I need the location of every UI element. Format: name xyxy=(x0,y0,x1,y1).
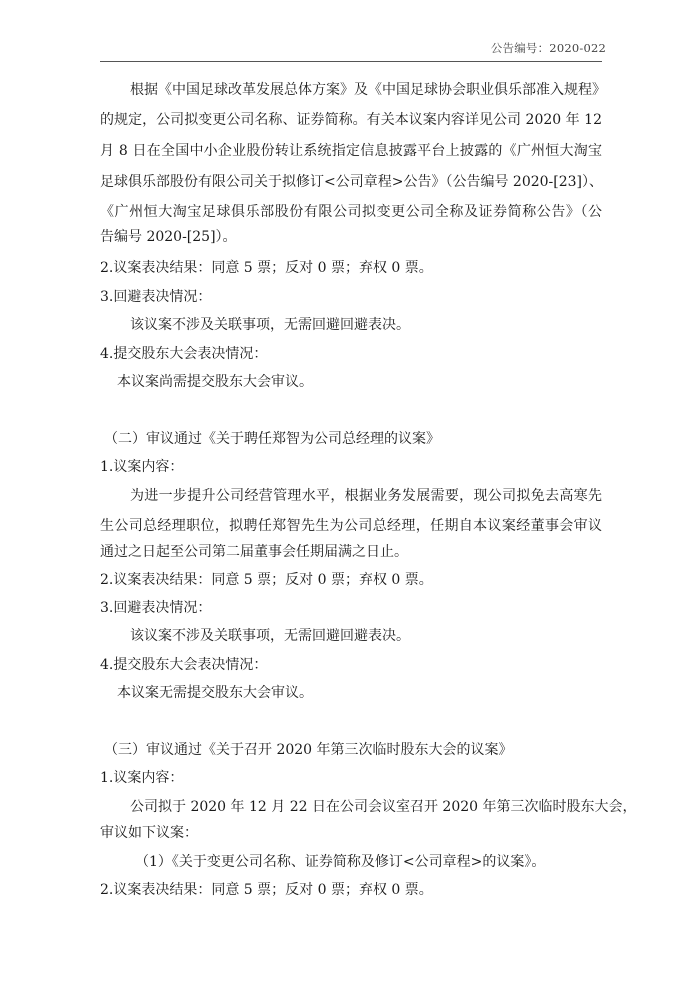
s2-avoid-title: 3.回避表决情况： xyxy=(100,600,212,616)
s3-para-line-2: 审议如下议案： xyxy=(100,825,198,841)
s1-avoid-title: 3.回避表决情况： xyxy=(100,289,212,305)
s2-vote-result: 2.议案表决结果：同意 5 票；反对 0 票；弃权 0 票。 xyxy=(100,572,433,588)
s1-para-line-4: 足球俱乐部股份有限公司关于拟修订<公司章程>公告》（公告编号 2020-[23]）、 xyxy=(100,174,604,190)
s2-title: （二）审议通过《关于聘任郑智为公司总经理的议案》 xyxy=(104,431,440,447)
s1-vote-result: 2.议案表决结果：同意 5 票；反对 0 票；弃权 0 票。 xyxy=(100,260,433,276)
s1-avoid-text: 该议案不涉及关联事项，无需回避回避表决。 xyxy=(130,317,410,333)
s2-para-line-1: 为进一步提升公司经营管理水平，根据业务发展需要，现公司拟免去高寒先 xyxy=(130,488,602,504)
announcement-number: 公告编号：2020-022 xyxy=(490,41,606,55)
s1-submit-text: 本议案尚需提交股东大会审议。 xyxy=(117,374,313,390)
s1-para-line-6: 告编号 2020-[25]）。 xyxy=(100,229,237,245)
s3-content-title: 1.议案内容： xyxy=(100,770,184,786)
s3-item-1: （1）《关于变更公司名称、证券简称及修订<公司章程>的议案》。 xyxy=(135,854,546,870)
s3-para-line-1: 公司拟于 2020 年 12 月 22 日在公司会议室召开 2020 年第三次临时股东大会， xyxy=(130,799,637,815)
s2-avoid-text: 该议案不涉及关联事项，无需回避回避表决。 xyxy=(130,628,410,644)
s1-para-line-5: 《广州恒大淘宝足球俱乐部股份有限公司拟变更公司全称及证券简称公告》（公 xyxy=(100,204,602,220)
header-divider xyxy=(100,61,602,62)
s2-submit-title: 4.提交股东大会表决情况： xyxy=(100,657,268,673)
s2-content-title: 1.议案内容： xyxy=(100,459,184,475)
s3-vote-result: 2.议案表决结果：同意 5 票；反对 0 票；弃权 0 票。 xyxy=(100,882,433,898)
s1-submit-title: 4.提交股东大会表决情况： xyxy=(100,346,268,362)
s1-para-line-1: 根据《中国足球改革发展总体方案》及《中国足球协会职业俱乐部准入规程》 xyxy=(130,82,606,98)
s2-para-line-3: 通过之日起至公司第二届董事会任期届满之日止。 xyxy=(100,544,408,560)
s2-para-line-2: 生公司总经理职位，拟聘任郑智先生为公司总经理，任期自本议案经董事会审议 xyxy=(100,518,602,534)
s2-submit-text: 本议案无需提交股东大会审议。 xyxy=(117,685,313,701)
s1-para-line-2: 的规定，公司拟变更公司名称、证券简称。有关本议案内容详见公司 2020 年 12 xyxy=(100,112,602,128)
s1-para-line-3: 月 8 日在全国中小企业股份转让系统指定信息披露平台上披露的《广州恒大淘宝 xyxy=(100,143,602,159)
s3-title: （三）审议通过《关于召开 2020 年第三次临时股东大会的议案》 xyxy=(104,742,513,758)
